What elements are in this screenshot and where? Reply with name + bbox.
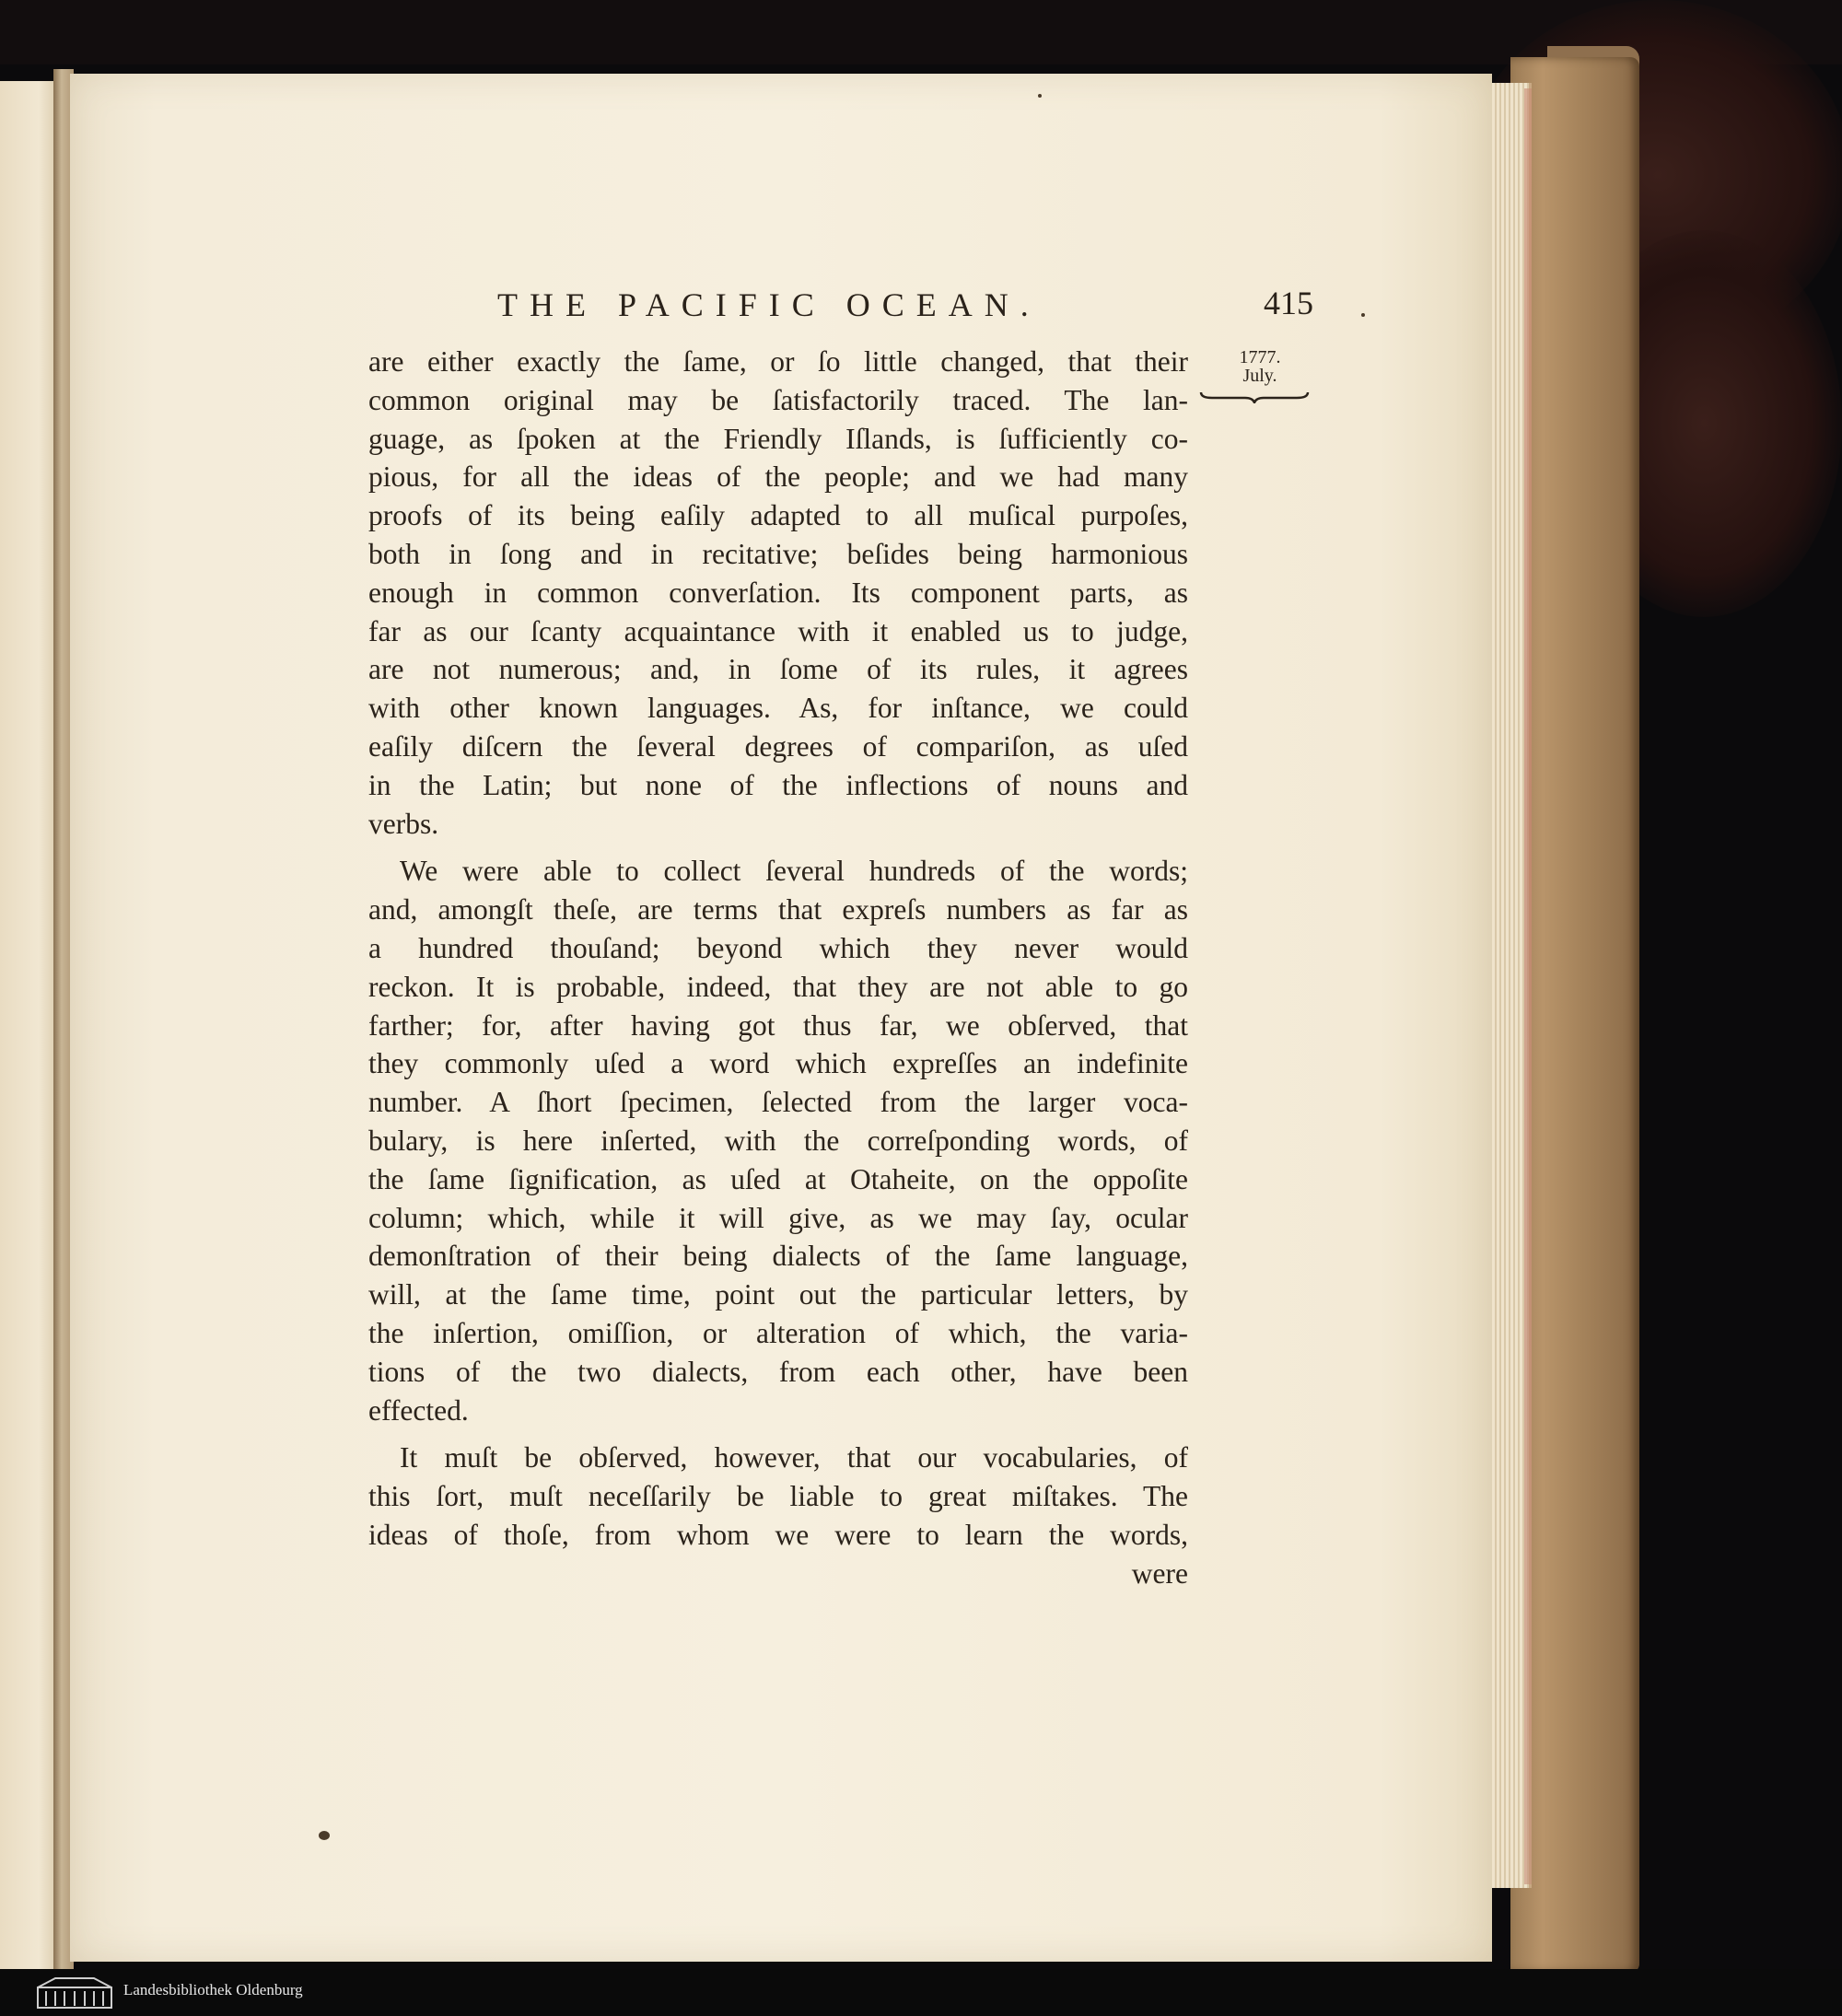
text-line: farther; for, after having got thus far, we obſerved, that <box>368 1008 1188 1042</box>
paragraph-1 <box>368 343 1188 843</box>
text-line: far as our ſcanty acquaintance with it enabled us to judge, <box>368 614 1188 647</box>
text-line: column; which, while it will give, as we may ſay, ocular <box>368 1201 1188 1234</box>
text-line: guage, as ſpoken at the Friendly Iſlands, is ſufficiently co- <box>368 422 1188 455</box>
text-line: reckon. It is probable, indeed, that they are not able to go <box>368 970 1188 1003</box>
body-text <box>368 343 1188 1593</box>
text-line: will, at the ſame time, point out the particular letters, by <box>368 1278 1188 1311</box>
paragraph-3 <box>368 1439 1188 1592</box>
text-line: are not numerous; and, in ſome of its rules, it agrees <box>368 653 1188 686</box>
text-line: with other known languages. As, for inſtance, we could <box>368 692 1188 725</box>
library-building-icon <box>37 1976 112 2010</box>
text-line: proofs of its being eaſily adapted to all muſical purpoſes, <box>368 499 1188 532</box>
text-line: We were able to collect ſeveral hundreds of the words; <box>400 855 1188 888</box>
margin-note <box>1232 348 1288 385</box>
margin-note-month: July. <box>1242 366 1277 386</box>
text-line: both in ſong and in recitative; beſides being harmonious <box>368 537 1188 570</box>
text-line: a hundred thouſand; beyond which they never would <box>368 931 1188 964</box>
paragraph-gap <box>368 1429 1188 1439</box>
catchword: were <box>1131 1556 1188 1590</box>
text-line: number. A ſhort ſpecimen, ſelected from the larger voca- <box>368 1086 1188 1119</box>
brace-icon <box>1199 390 1310 403</box>
text-line: tions of the two dialects, from each other, have been <box>368 1355 1188 1388</box>
library-name: Landesbibliothek Oldenburg <box>123 1981 303 1999</box>
paper-speck <box>1038 94 1042 98</box>
text-line: are either exactly the ſame, or ſo little changed, that their <box>368 345 1188 378</box>
text-line: effected. <box>368 1393 469 1427</box>
text-line: the inſertion, omiſſion, or alteration of which, the varia- <box>368 1316 1188 1349</box>
text-line: the ſame ſignification, as uſed at Otaheite, on the oppoſite <box>368 1162 1188 1195</box>
text-line: in the Latin; but none of the inflections of nouns and <box>368 768 1188 801</box>
text-line: and, amongſt theſe, are terms that expreſs numbers as far as <box>368 893 1188 926</box>
page-number: 415 <box>1264 285 1313 321</box>
paragraph-gap <box>368 843 1188 852</box>
text-line: common original may be ſatisfactorily traced. The lan- <box>368 383 1188 416</box>
paragraph-2 <box>368 852 1188 1429</box>
text-line: It muſt be obſerved, however, that our vocabularies, of <box>400 1441 1188 1474</box>
paper-speck <box>1361 313 1365 317</box>
text-line: they commonly uſed a word which expreſſes an indefinite <box>368 1047 1188 1080</box>
paper-speck <box>319 1831 330 1840</box>
text-line: bulary, is here inſerted, with the correſponding words, of <box>368 1124 1188 1157</box>
text-line: this ſort, muſt neceſſarily be liable to great miſtakes. The <box>368 1480 1188 1513</box>
colored-edge <box>1524 88 1532 1884</box>
text-line: enough in common converſation. Its component parts, as <box>368 576 1188 609</box>
text-line: demonſtration of their being dialects of the ſame language, <box>368 1240 1188 1273</box>
margin-note-year: 1777. <box>1239 347 1281 367</box>
running-title: THE PACIFIC OCEAN. <box>497 286 1041 323</box>
text-line: pious, for all the ideas of the people; and we had many <box>368 460 1188 494</box>
text-line: ideas of thoſe, from whom we were to learn the words, <box>368 1518 1188 1551</box>
text-line: verbs. <box>368 807 439 840</box>
text-line: eaſily diſcern the ſeveral degrees of compariſon, as uſed <box>368 729 1188 763</box>
